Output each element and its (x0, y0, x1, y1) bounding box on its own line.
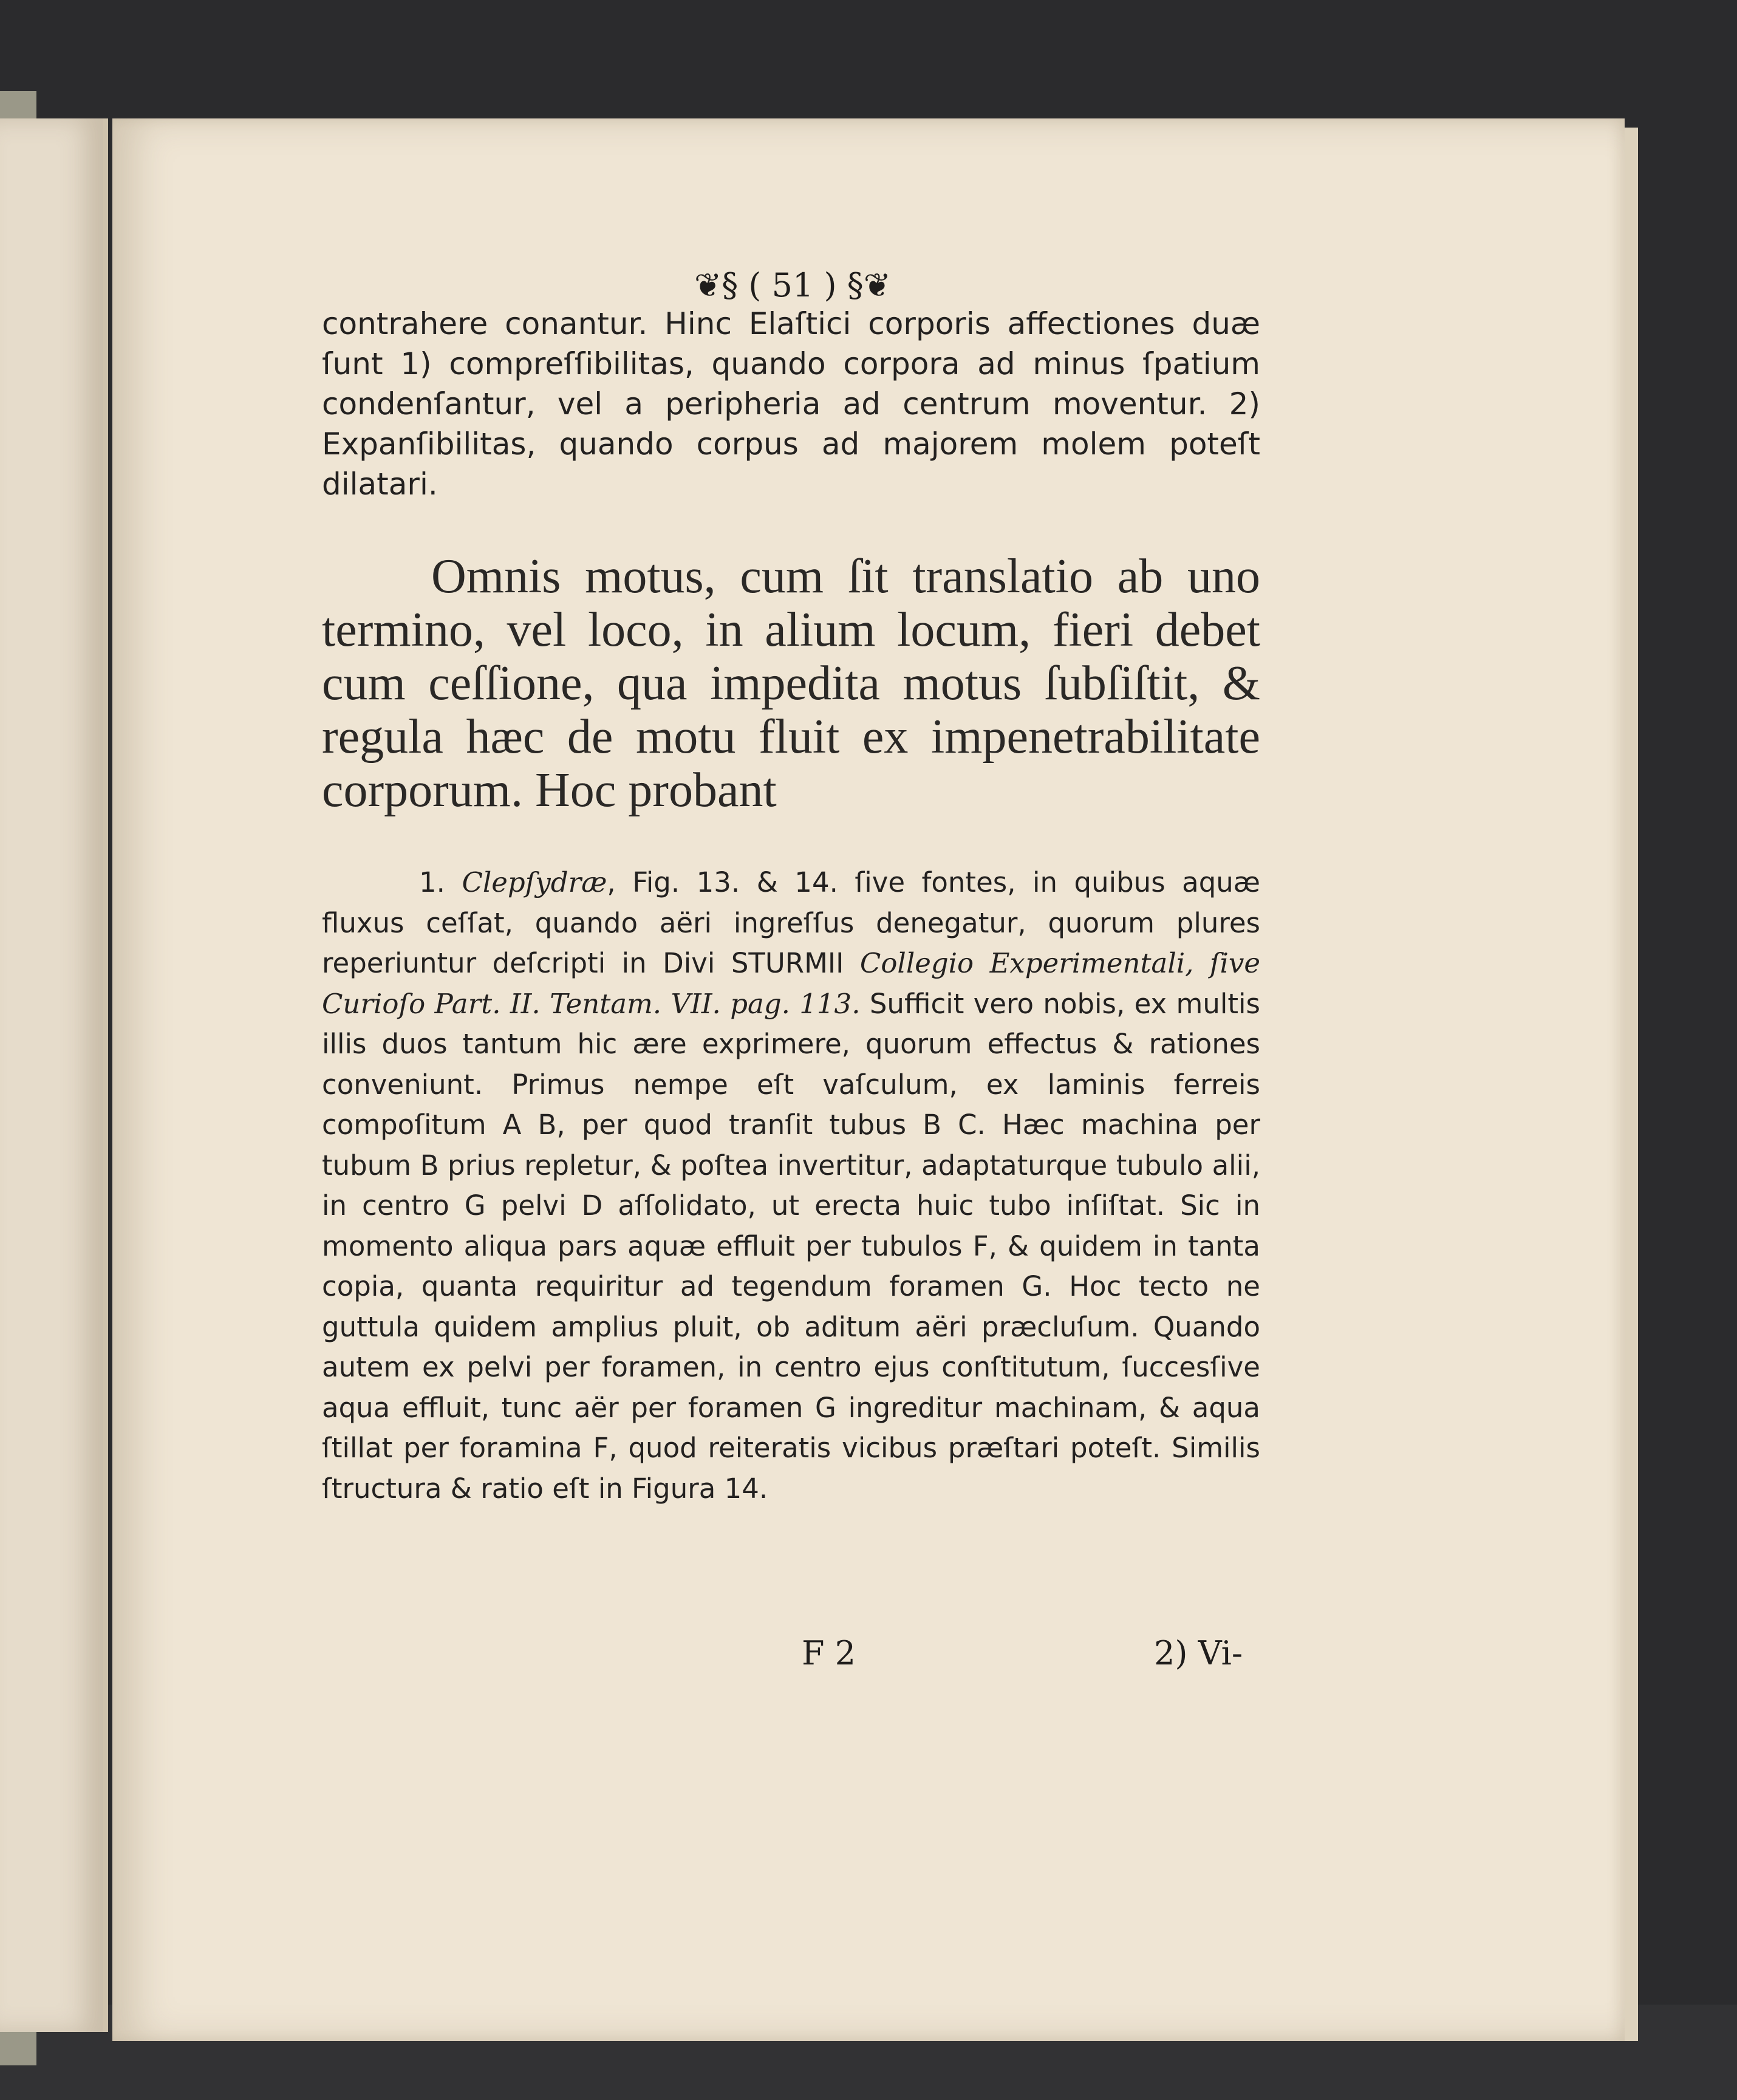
paragraph-motion (322, 550, 1260, 817)
paragraph-elasticity: contrahere conantur. Hinc Elaſtici corporis affectiones duæ ſunt 1) compreſſibilitas, quando corpora ad minus ſpatium condenſantur, vel a peripheria ad centrum moventur. 2) Expanſibilitas, quando corpus ad majorem molem poteſt dilatari. (322, 306, 1260, 502)
catchword: 2) Vi- (1154, 1634, 1243, 1672)
figure-reference: , Fig. 13. & 14. (607, 866, 838, 898)
signature-mark: F 2 (802, 1634, 856, 1672)
left-page-edge (0, 118, 108, 2032)
item-number: 1. (419, 866, 445, 898)
paragraph-motion-text: Omnis motus, cum ſit translatio ab uno termino, vel loco, in alium locum, fieri debet cum ceſſione, qua impedita motus ſubſiſtit, & regula hæc de motu fluit ex impenetrabilitate corporum. Hoc probant (322, 550, 1260, 817)
paragraph-clepsydra-text-a: ſive fontes, in quibus aquæ fluxus ceſſat, quando aëri ingreſſus denegatur, quorum plures reperiuntur deſcripti in Divi STURMII (322, 866, 1260, 979)
paragraph-clepsydra-text-b: Sufficit vero nobis, ex multis illis duos tantum hic ære exprimere, quorum effectus & rationes conveniunt. Primus nempe eſt vaſculum, ex laminis ferreis compoſitum A B, per quod tranſit tubus B C. Hæc machina per tubum B prius repletur, & poſtea invertitur, adaptaturque tubulo alii, in centro G pelvi D aſſolidato, ut erecta huic tubo inſiſtat. Sic in momento aliqua pars aquæ effluit per tubulos F, & quidem in tanta copia, quanta requiritur ad tegendum foramen G. Hoc tecto ne guttula quidem amplius pluit, ob aditum aëri præcluſum. Quando autem ex pelvi per foramen, in centro ejus conſtitutum, ſuccesſive aqua effluit, tunc aër per foramen G ingreditur machinam, & aqua ſtillat per foramina F, quod reiteratis vicibus præſtari poteſt. Similis ſtructura & ratio eſt in Figura 14. (322, 987, 1261, 1505)
citation-sturmii: Collegio Experimentali, ſive Curioſo Part. II. Tentam. VII. pag. 113. (322, 947, 1260, 1020)
term-clepsydrae: Clepſydræ (462, 866, 607, 898)
header-ornament-right-icon: §❦ (847, 266, 892, 304)
page-number: ( 51 ) (748, 266, 837, 304)
paragraph-clepsydra (322, 863, 1260, 1509)
header-ornament-left-icon: ❦§ (694, 266, 739, 304)
page-header (671, 266, 914, 309)
